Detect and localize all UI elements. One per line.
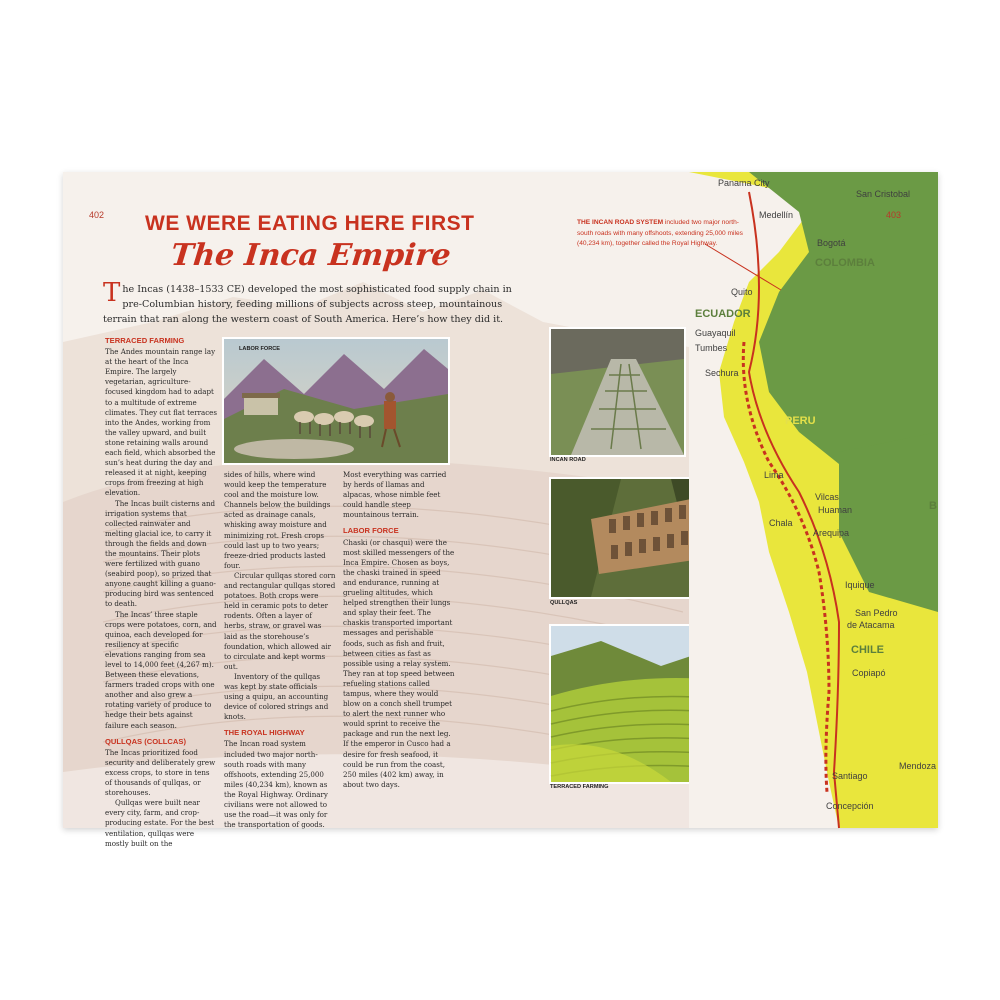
qullqas-caption: QULLQAS [550,600,578,606]
callout-text: included two major north-south roads with many offshoots, extending 25,000 miles (40,234 km), together called the Royal Highway. [577,219,743,247]
map-city: Concepción [826,801,874,811]
map-label-partial-country: B [929,500,937,512]
text-column-2 [224,470,336,830]
labor-force-illustration [222,337,450,465]
intro-text: he Incas (1438–1533 CE) developed the most sophisticated food supply chain in pre-Columbian history, feeding millions of subjects across steep, mountainous terrain that ran along the western coast of South America. Here’s how they did it. [103,284,512,325]
map-label-chile: CHILE [851,644,884,656]
map-city: Quito [731,287,753,297]
map-label-colombia: COLOMBIA [815,257,875,269]
paragraph: The Incas’ three staple crops were potatoes, corn, and quinoa, each developed for resiliency at specific elevations ranging from sea level to 14,000 feet (4,267 m). Between these elevations, farmers traded crops with one another and also grew a rotating variety of produce to hedge their bets against failure each season. [105,609,217,730]
section-headline: WE WERE EATING HERE FIRST [145,212,475,235]
paragraph: The Incan road system included two major north-south roads with many offshoots, extending 25,000 miles (40,234 km), known as the Royal Highway. Ordinary civilians were not allowed to use the road—it was only for the transportation of goods. [224,739,328,830]
callout-heading: THE INCAN ROAD SYSTEM [577,219,664,226]
page-title: The Inca Empire [169,238,453,273]
drop-cap: T [103,278,121,308]
text-column-3 [343,470,455,790]
map-label-ecuador: ECUADOR [695,308,751,320]
map-city: Sechura [705,368,739,378]
map-city: Tumbes [695,343,728,353]
map-city: Chala [769,518,793,528]
callout-leader-line [703,242,783,292]
page-number-right: 403 [886,210,902,220]
paragraph: Qullqas were built near every city, farm, and crop-producing estate. For the best ventilation, qullqas were mostly built on the [105,798,214,848]
map-city: Arequipa [813,528,850,538]
map-city: de Atacama [847,620,895,630]
paragraph: The Andes mountain range lay at the heart of the Inca Empire. The largely vegetarian, agriculture-focused kingdom had to adapt to a multitude of extreme climates. They cut flat terraces into the Andes, working from the valley upward, and built stone retaining walls around each field, which absorbed the sun’s heat during the day and released it at night, keeping crops from freezing at high elevation. [105,347,218,498]
map-city: San Cristobal [856,189,911,199]
paragraph: sides of hills, where wind would keep the temperature cool and the moisture low. Channels below the buildings acted as drainage canals, whisking away moisture and minimizing rot. Fresh crops could last up to two years; freeze-dried products lasted four. [224,470,331,570]
incan-road-caption: INCAN ROAD [550,457,586,463]
heading-royal-highway: THE ROYAL HIGHWAY [224,728,305,738]
intro-paragraph [103,278,513,327]
heading-terraced-farming: TERRACED FARMING [105,336,185,345]
map-city: Iquique [845,580,875,590]
map-city: Guayaquil [695,328,736,338]
map-city: Panama City [718,178,770,188]
map-city: San Pedro [855,608,898,618]
paragraph: Chaski (or chasqui) were the most skilled messengers of the Inca Empire. Chosen as boys, the chaski trained in speed and endurance, running at grueling altitudes, which helped strengthen their lungs and splay their feet. The chaskis transported important messages and perishable foods, such as fish and fruit, between cities as fast as possible using a relay system. They ran at top speed between refueling stations called tampus, where they would blow on a conch shell trumpet to alert the next runner who would sprint to receive the package and run the next leg. If the emperor in Cusco had a desire for fresh seafood, it could be run from the coast, 250 miles (402 km) away, in about two days. [343,537,455,789]
labor-force-caption: LABOR FORCE [239,346,281,352]
map-city: Huaman [818,505,853,515]
map-city: Lima [764,470,784,480]
map-city: Medellín [759,210,794,220]
book-spread [63,172,938,848]
paragraph: The Incas built cisterns and irrigation systems that collected rainwater and melting glacial ice, to carry it through the fields and down the mountains. Their plots were fertilized with guano (seabird poop), so prized that anyone caught killing a guano-producing bird was sentenced to death. [105,498,216,609]
paragraph: The Incas prioritized food security and deliberately grew excess crops, to store in tens of thousands of qullqas, or storehouses. [105,747,216,798]
map-city: Bogotá [817,238,846,248]
paragraph: Circular qullqas stored corn and rectangular qullqas stored potatoes. Both crops were held in ceramic pots to deter rodents. Often a layer of herbs, straw, or gravel was laid as the storehouse’s foundation, which allowed air to circulate and kept worms out. [224,570,336,671]
incan-road-photo [549,327,686,457]
text-column-1 [105,336,217,849]
heading-qullqas: QULLQAS (COLLCAS) [105,736,186,746]
map-city: Mendoza [899,761,937,771]
heading-labor-force: LABOR FORCE [343,526,399,536]
page-number-left: 402 [89,210,105,220]
terraced-farming-caption: TERRACED FARMING [550,784,609,790]
map-city: Copiapó [852,668,886,678]
paragraph: Inventory of the qullqas was kept by state officials using a quipu, an accounting device of colored strings and knots. [224,671,329,722]
paragraph: Most everything was carried by herds of llamas and alpacas, whose nimble feet could handle steep mountainous terrain. [343,470,447,520]
map-label-peru: PERU [785,415,816,427]
map-city: Santiago [832,771,868,781]
map-city: Vilcas [815,492,839,502]
